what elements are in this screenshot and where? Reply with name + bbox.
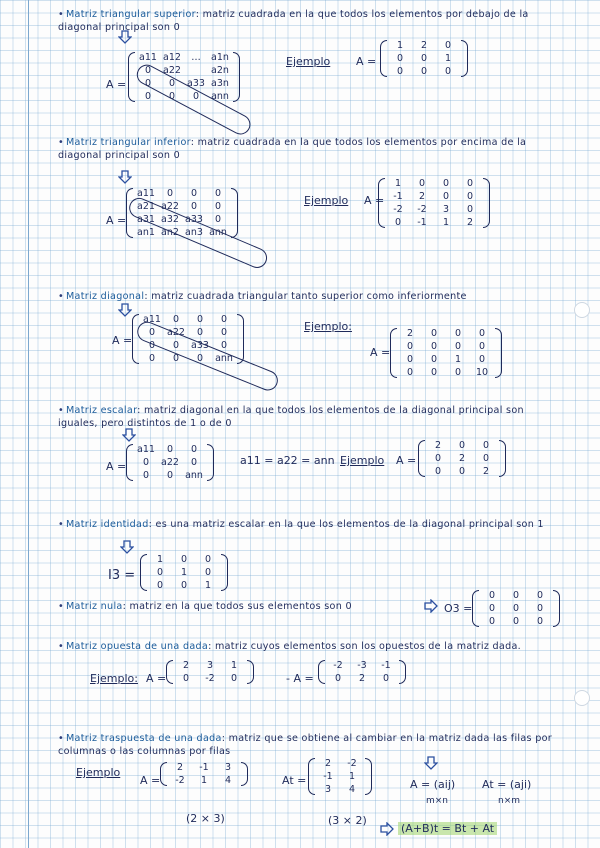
matrix-cell: 0 bbox=[156, 580, 164, 591]
matrix-cell: -1 bbox=[199, 762, 209, 773]
matrix-grid bbox=[315, 758, 365, 795]
matrix-label: A = bbox=[370, 346, 391, 359]
matrix-cell: a11 bbox=[137, 444, 155, 455]
matrix-cell: 0 bbox=[396, 53, 404, 64]
bracket-right bbox=[399, 660, 406, 684]
ejemplo-label: Ejemplo bbox=[286, 55, 331, 68]
matrix-cell: a22 bbox=[167, 327, 185, 338]
section-escalar: • Matriz escalar: matriz diagonal en la que todos los elementos de la diagonal principal son iguales, pero distintos de 1 o de 0 bbox=[58, 405, 524, 429]
matrix-cell: 0 bbox=[204, 554, 212, 565]
matrix-grid bbox=[425, 440, 499, 477]
matrix-cell: 0 bbox=[220, 340, 228, 351]
bracket-right bbox=[247, 660, 254, 684]
matrix-cell: ann bbox=[215, 353, 233, 364]
definition: : matriz cuadrada en la que todos los elementos por encima de la diagonal principal son 0 bbox=[58, 137, 527, 161]
matrix-cell: 0 bbox=[442, 178, 450, 189]
matrix-cell: ann bbox=[185, 470, 203, 481]
matrix-cell: a11 bbox=[137, 188, 155, 199]
matrix-cell: 3 bbox=[442, 204, 450, 215]
matrix-cell: 0 bbox=[478, 354, 486, 365]
matrix-cell: 0 bbox=[214, 214, 222, 225]
matrix-opuesta-A bbox=[166, 660, 254, 684]
matrix-grid bbox=[167, 762, 241, 786]
matrix-cell: 0 bbox=[430, 367, 438, 378]
matrix-grid bbox=[173, 660, 247, 684]
matrix-traspuesta-At bbox=[308, 758, 372, 795]
matrix-cell: 0 bbox=[382, 673, 390, 684]
arrow-right-icon bbox=[380, 822, 394, 836]
term: Matriz opuesta de una dada bbox=[65, 641, 209, 652]
matrix-cell: 0 bbox=[196, 314, 204, 325]
bracket-right bbox=[483, 178, 490, 228]
matrix-cell: … bbox=[191, 52, 201, 63]
matrix-cell: 0 bbox=[482, 440, 490, 451]
arrow-down-icon bbox=[122, 428, 136, 442]
matrix-cell: a11 bbox=[139, 52, 157, 63]
bracket-right bbox=[207, 444, 214, 481]
matrix-cell: 2 bbox=[176, 762, 184, 773]
matrix-cell: an1 bbox=[137, 227, 155, 238]
matrix-cell: -1 bbox=[417, 217, 427, 228]
matrix-cell: 0 bbox=[420, 66, 428, 77]
matrix-cell: 1 bbox=[230, 660, 238, 671]
matrix-sup-example bbox=[380, 40, 468, 77]
bracket-right bbox=[365, 758, 372, 795]
matrix-cell: 0 bbox=[166, 470, 174, 481]
matrix-label: - A = bbox=[286, 672, 314, 685]
matrix-cell: a33 bbox=[185, 214, 203, 225]
bracket-right bbox=[499, 440, 506, 477]
matrix-cell: a11 bbox=[143, 314, 161, 325]
matrix-cell: 0 bbox=[478, 341, 486, 352]
matrix-cell: 0 bbox=[220, 314, 228, 325]
arrow-right-icon bbox=[424, 599, 438, 613]
matrix-cell: 1 bbox=[200, 775, 208, 786]
ejemplo-label: Ejemplo bbox=[340, 454, 385, 467]
matrix-cell: -1 bbox=[381, 660, 391, 671]
matrix-cell: 0 bbox=[512, 603, 520, 614]
matrix-cell: 0 bbox=[148, 340, 156, 351]
matrix-cell: 2 bbox=[358, 673, 366, 684]
matrix-diag-example bbox=[390, 328, 502, 378]
matrix-cell: 4 bbox=[224, 775, 232, 786]
matrix-cell: 0 bbox=[190, 188, 198, 199]
bracket-right bbox=[495, 328, 502, 378]
matrix-cell: 0 bbox=[406, 367, 414, 378]
matrix-cell: 0 bbox=[220, 327, 228, 338]
term: Matriz diagonal bbox=[65, 291, 145, 302]
definition: : matriz cuadrada triangular tanto superior como inferiormente bbox=[144, 291, 467, 302]
matrix-cell: 0 bbox=[142, 470, 150, 481]
bracket-left bbox=[378, 178, 385, 228]
arrow-down-icon bbox=[424, 756, 438, 770]
matrix-cell: 2 bbox=[434, 440, 442, 451]
matrix-cell: a32 bbox=[161, 214, 179, 225]
bracket-left bbox=[418, 440, 425, 477]
matrix-cell: 0 bbox=[434, 466, 442, 477]
punch-hole bbox=[574, 302, 590, 318]
matrix-cell: 0 bbox=[182, 673, 190, 684]
matrix-cell: -1 bbox=[323, 771, 333, 782]
matrix-cell: 1 bbox=[454, 354, 462, 365]
matrix-cell: 0 bbox=[190, 444, 198, 455]
ejemplo-label: Ejemplo: bbox=[304, 320, 352, 333]
matrix-cell: 0 bbox=[536, 616, 544, 627]
null-label: O3 = bbox=[444, 602, 473, 615]
ejemplo-label: Ejemplo bbox=[304, 194, 349, 207]
matrix-label: A = bbox=[396, 454, 417, 467]
arrow-down-icon bbox=[118, 170, 132, 184]
matrix-cell: 0 bbox=[214, 188, 222, 199]
bracket-left bbox=[166, 660, 173, 684]
matrix-cell: 1 bbox=[394, 178, 402, 189]
matrix-cell: 1 bbox=[396, 40, 404, 51]
notation-A: A = (aij) bbox=[410, 778, 456, 791]
matrix-cell: 0 bbox=[454, 328, 462, 339]
matrix-cell: 0 bbox=[204, 567, 212, 578]
matrix-cell: 2 bbox=[324, 758, 332, 769]
matrix-cell: 0 bbox=[180, 580, 188, 591]
matrix-cell: 0 bbox=[418, 178, 426, 189]
bracket-left bbox=[308, 758, 315, 795]
term: Matriz escalar bbox=[65, 405, 138, 416]
bracket-right bbox=[221, 554, 228, 591]
matrix-cell: 3 bbox=[206, 660, 214, 671]
matrix-cell: 0 bbox=[406, 341, 414, 352]
matrix-cell: 0 bbox=[156, 567, 164, 578]
matrix-cell: 0 bbox=[148, 353, 156, 364]
dimension-label: (2 × 3) bbox=[186, 812, 225, 825]
matrix-cell: 2 bbox=[182, 660, 190, 671]
notation-At: At = (aji) bbox=[482, 778, 532, 791]
bracket-left bbox=[126, 444, 133, 481]
matrix-cell: a22 bbox=[163, 65, 181, 76]
matrix-cell: 0 bbox=[192, 91, 200, 102]
section-opuesta: • Matriz opuesta de una dada: matriz cuyos elementos son los opuestos de la matriz dada. bbox=[58, 641, 521, 652]
matrix-cell: 0 bbox=[454, 341, 462, 352]
matrix-cell: 4 bbox=[348, 784, 356, 795]
matrix-cell: 0 bbox=[444, 40, 452, 51]
matrix-cell: 0 bbox=[190, 201, 198, 212]
matrix-cell: a22 bbox=[161, 457, 179, 468]
matrix-cell: a3n bbox=[211, 78, 229, 89]
matrix-cell: 0 bbox=[512, 590, 520, 601]
term: Matriz traspuesta de una dada bbox=[65, 733, 222, 744]
matrix-cell: 0 bbox=[466, 178, 474, 189]
bracket-right bbox=[461, 40, 468, 77]
ejemplo-label: Ejemplo: bbox=[90, 672, 138, 685]
matrix-cell: 1 bbox=[442, 217, 450, 228]
matrix-cell: 0 bbox=[488, 590, 496, 601]
matrix-cell: -2 bbox=[417, 204, 427, 215]
definition: : es una matriz escalar en la que los elementos de la diagonal principal son 1 bbox=[148, 519, 544, 530]
matrix-cell: an2 bbox=[161, 227, 179, 238]
matrix-cell: 0 bbox=[512, 616, 520, 627]
dimension-label: (3 × 2) bbox=[328, 814, 367, 827]
matrix-grid bbox=[397, 328, 495, 378]
definition: : matriz cuyos elementos son los opuestos de la matriz dada. bbox=[208, 641, 521, 652]
matrix-label: A = bbox=[112, 334, 133, 347]
matrix-cell: ann bbox=[209, 227, 227, 238]
matrix-cell: 0 bbox=[458, 466, 466, 477]
matrix-cell: 0 bbox=[444, 66, 452, 77]
matrix-identidad bbox=[140, 554, 228, 591]
matrix-cell: 0 bbox=[430, 328, 438, 339]
term: Matriz triangular inferior bbox=[65, 137, 191, 148]
section-triangular-inferior: • Matriz triangular inferior: matriz cuadrada en la que todos los elementos por encima de la diagonal principal son 0 bbox=[58, 137, 527, 161]
arrow-down-icon bbox=[118, 30, 132, 44]
matrix-cell: ann bbox=[211, 91, 229, 102]
bracket-left bbox=[140, 554, 147, 591]
matrix-cell: 0 bbox=[166, 444, 174, 455]
matrix-cell: an3 bbox=[185, 227, 203, 238]
term: Matriz identidad bbox=[65, 519, 149, 530]
matrix-cell: a33 bbox=[191, 340, 209, 351]
matrix-cell: 0 bbox=[166, 188, 174, 199]
matrix-cell: 0 bbox=[334, 673, 342, 684]
bracket-left bbox=[318, 660, 325, 684]
arrow-down-icon bbox=[120, 540, 134, 554]
matrix-grid bbox=[133, 444, 207, 481]
punch-hole bbox=[574, 690, 590, 706]
matrix-inf-example bbox=[378, 178, 490, 228]
matrix-cell: 1 bbox=[204, 580, 212, 591]
matrix-cell: 0 bbox=[434, 453, 442, 464]
matrix-cell: 2 bbox=[418, 191, 426, 202]
matrix-cell: -1 bbox=[393, 191, 403, 202]
matrix-cell: 0 bbox=[190, 457, 198, 468]
matrix-cell: 0 bbox=[430, 354, 438, 365]
bracket-right bbox=[241, 762, 248, 786]
matrix-cell: 1 bbox=[444, 53, 452, 64]
matrix-cell: a33 bbox=[187, 78, 205, 89]
matrix-cell: 0 bbox=[420, 53, 428, 64]
matrix-label: At = bbox=[282, 774, 307, 787]
matrix-cell: 0 bbox=[430, 341, 438, 352]
matrix-cell: 0 bbox=[466, 191, 474, 202]
matrix-cell: 0 bbox=[488, 616, 496, 627]
bracket-left bbox=[380, 40, 387, 77]
matrix-cell: a22 bbox=[161, 201, 179, 212]
matrix-cell: 0 bbox=[230, 673, 238, 684]
matrix-cell: 2 bbox=[458, 453, 466, 464]
matrix-traspuesta-A bbox=[160, 762, 248, 786]
matrix-label: A = bbox=[106, 214, 127, 227]
matrix-cell: 0 bbox=[454, 367, 462, 378]
definition: : matriz en la que todos sus elementos son 0 bbox=[122, 601, 352, 612]
matrix-cell: 0 bbox=[442, 191, 450, 202]
bracket-left bbox=[390, 328, 397, 378]
matrix-label: A = bbox=[106, 460, 127, 473]
matrix-cell: 0 bbox=[180, 554, 188, 565]
bracket-right bbox=[231, 188, 238, 238]
dimension-label: n×m bbox=[498, 796, 521, 806]
matrix-cell: -2 bbox=[333, 660, 343, 671]
matrix-grid bbox=[147, 554, 221, 591]
bracket-right bbox=[237, 314, 244, 364]
matrix-cell: 1 bbox=[348, 771, 356, 782]
matrix-cell: 0 bbox=[196, 327, 204, 338]
arrow-down-icon bbox=[118, 303, 132, 317]
matrix-cell: -2 bbox=[175, 775, 185, 786]
matrix-cell: a2n bbox=[211, 65, 229, 76]
matrix-cell: 0 bbox=[536, 603, 544, 614]
definition: : matriz que se obtiene al cambiar en la matriz dada las filas por columnas o las columnas por filas bbox=[58, 733, 553, 757]
matrix-cell: a31 bbox=[137, 214, 155, 225]
matrix-cell: 0 bbox=[172, 314, 180, 325]
bracket-left bbox=[128, 52, 135, 102]
matrix-opuesta-minusA bbox=[318, 660, 406, 684]
matrix-cell: 0 bbox=[148, 327, 156, 338]
matrix-cell: 10 bbox=[475, 367, 489, 378]
bracket-left bbox=[132, 314, 139, 364]
section-triangular-superior: • Matriz triangular superior: matriz cuadrada en la que todos los elementos por debajo de la diagonal principal son 0 bbox=[58, 9, 529, 33]
definition: : matriz cuadrada en la que todos los elementos por debajo de la diagonal principal son 0 bbox=[58, 9, 529, 33]
matrix-grid bbox=[325, 660, 399, 684]
ejemplo-label: Ejemplo bbox=[76, 766, 121, 779]
section-diagonal: • Matriz diagonal: matriz cuadrada triangular tanto superior como inferiormente bbox=[58, 291, 467, 302]
matrix-cell: 0 bbox=[144, 78, 152, 89]
matrix-cell: 0 bbox=[172, 340, 180, 351]
matrix-cell: 0 bbox=[168, 78, 176, 89]
matrix-cell: 0 bbox=[536, 590, 544, 601]
section-identidad: • Matriz identidad: es una matriz escalar en la que los elementos de la diagonal principal son 1 bbox=[58, 519, 544, 530]
scalar-equality: a11 = a22 = ann bbox=[240, 454, 335, 467]
matrix-cell: 0 bbox=[196, 353, 204, 364]
matrix-cell: 0 bbox=[488, 603, 496, 614]
matrix-label: A = bbox=[364, 194, 385, 207]
matrix-cell: 0 bbox=[172, 353, 180, 364]
matrix-cell: 3 bbox=[224, 762, 232, 773]
matrix-grid bbox=[385, 178, 483, 228]
term: Matriz nula bbox=[65, 601, 123, 612]
bracket-right bbox=[233, 52, 240, 102]
matrix-cell: 0 bbox=[394, 217, 402, 228]
matrix-label: A = bbox=[356, 55, 377, 68]
bracket-right bbox=[553, 590, 560, 627]
matrix-cell: 0 bbox=[396, 66, 404, 77]
matrix-grid bbox=[387, 40, 461, 77]
matrix-cell: 0 bbox=[482, 453, 490, 464]
matrix-cell bbox=[187, 65, 205, 76]
matrix-cell: 0 bbox=[478, 328, 486, 339]
matrix-cell: 1 bbox=[180, 567, 188, 578]
matrix-cell: 0 bbox=[142, 457, 150, 468]
matrix-label: A = bbox=[140, 774, 161, 787]
matrix-label: A = bbox=[146, 672, 167, 685]
matrix-cell: 0 bbox=[144, 65, 152, 76]
matrix-cell: a12 bbox=[163, 52, 181, 63]
matrix-cell: 0 bbox=[144, 91, 152, 102]
matrix-cell: a1n bbox=[211, 52, 229, 63]
matrix-cell: -2 bbox=[205, 673, 215, 684]
matrix-label: A = bbox=[106, 78, 127, 91]
matrix-cell: 0 bbox=[466, 204, 474, 215]
matrix-cell: 0 bbox=[406, 354, 414, 365]
matrix-cell: -3 bbox=[357, 660, 367, 671]
matrix-cell: -2 bbox=[347, 758, 357, 769]
matrix-cell: 0 bbox=[458, 440, 466, 451]
matrix-cell: 1 bbox=[156, 554, 164, 565]
matrix-cell: -2 bbox=[393, 204, 403, 215]
matrix-cell: 2 bbox=[466, 217, 474, 228]
definition: : matriz diagonal en la que todos los elementos de la diagonal principal son iguales, pero distintos de 1 o de 0 bbox=[58, 405, 524, 429]
matrix-nula bbox=[472, 590, 560, 627]
matrix-cell: 3 bbox=[324, 784, 332, 795]
matrix-cell: 0 bbox=[168, 91, 176, 102]
matrix-grid bbox=[479, 590, 553, 627]
matrix-cell: 2 bbox=[482, 466, 490, 477]
matrix-cell: a21 bbox=[137, 201, 155, 212]
identity-label: I3 = bbox=[108, 568, 136, 583]
matrix-escalar-general bbox=[126, 444, 214, 481]
matrix-cell: 0 bbox=[214, 201, 222, 212]
matrix-cell: 2 bbox=[420, 40, 428, 51]
term: Matriz triangular superior bbox=[65, 9, 196, 20]
section-nula: • Matriz nula: matriz en la que todos sus elementos son 0 bbox=[58, 601, 352, 612]
matrix-escalar-example bbox=[418, 440, 506, 477]
bracket-left bbox=[160, 762, 167, 786]
bracket-left bbox=[472, 590, 479, 627]
transpose-formula: (A+B)t = Bt + At bbox=[398, 822, 497, 835]
section-traspuesta: • Matriz traspuesta de una dada: matriz que se obtiene al cambiar en la matriz dada las filas por columnas o las columnas por filas bbox=[58, 733, 553, 757]
margin-line bbox=[28, 0, 29, 848]
matrix-cell: 2 bbox=[406, 328, 414, 339]
dimension-label: m×n bbox=[426, 796, 449, 806]
